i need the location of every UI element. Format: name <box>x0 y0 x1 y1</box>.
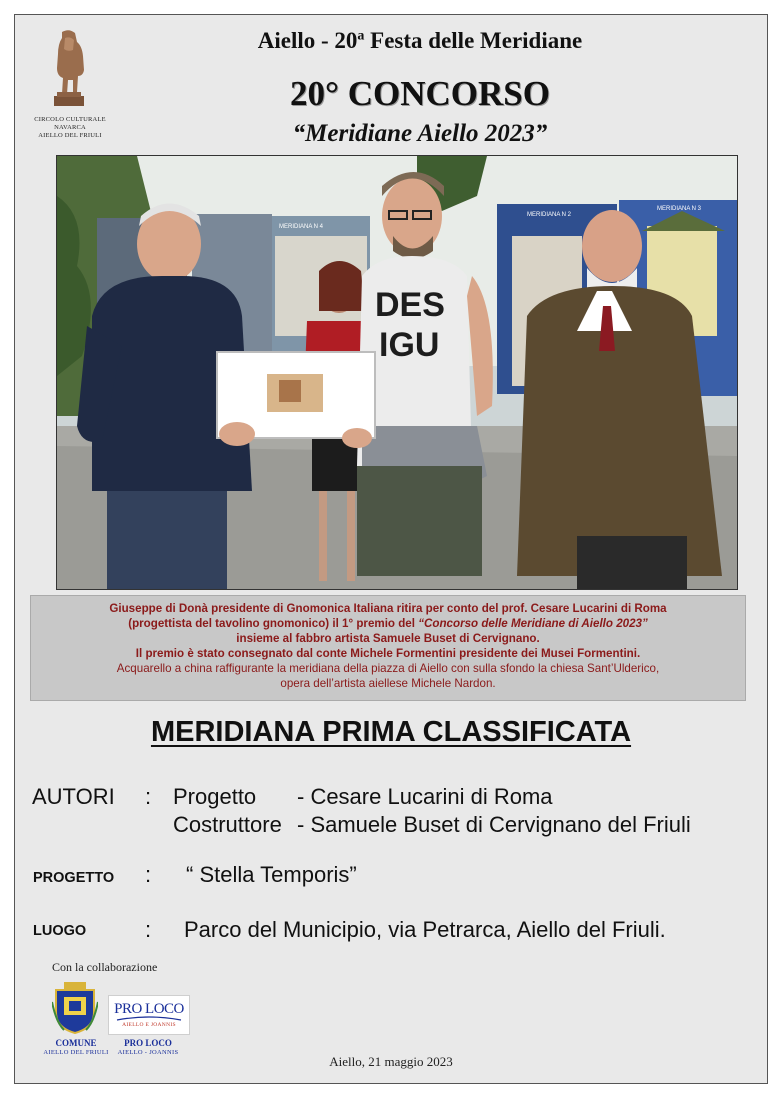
svg-text:DES: DES <box>375 286 445 324</box>
autori-separator: : <box>145 784 152 809</box>
autori-label: AUTORI <box>32 784 115 809</box>
luogo-value: Parco del Municipio, via Petrarca, Aiello del Friuli. <box>184 917 666 942</box>
caption-line-2: (progettista del tavolino gnomonico) il 1° premio del “Concorso delle Meridiane di Aiello 2023” <box>128 617 648 630</box>
progetto-separator: : <box>145 862 152 887</box>
autori-value-1: - Cesare Lucarini di Roma <box>297 784 553 809</box>
panel-label-3: MERIDIANA N 3 <box>657 206 702 212</box>
circolo-line-2: NAVARCA <box>54 124 86 131</box>
caption-line-3: insieme al fabbro artista Samuele Buset di Cervignano. <box>236 632 540 645</box>
autori-value-2: - Samuele Buset di Cervignano del Friuli <box>297 812 691 837</box>
svg-text:IGU: IGU <box>379 326 440 364</box>
main-title: MERIDIANA PRIMA CLASSIFICATA <box>150 716 632 748</box>
panel-label-1: MERIDIANA N 4 <box>279 224 324 230</box>
circolo-line-3: AIELLO DEL FRIULI <box>38 132 102 139</box>
photo-caption <box>30 595 746 701</box>
proloco-logo-subtext: AIELLO E JOANNIS <box>122 1022 176 1028</box>
progetto-value: “ Stella Temporis” <box>186 862 357 887</box>
autori-role-2: Costruttore <box>173 812 282 837</box>
contest-title: 20° CONCORSO <box>290 74 550 113</box>
proloco-logo-text: PRO LOCO <box>114 1001 184 1017</box>
contest-subtitle: “Meridiane Aiello 2023” <box>292 120 548 147</box>
collaboration-label: Con la collaborazione <box>52 960 158 974</box>
luogo-separator: : <box>145 917 152 942</box>
comune-crest-icon <box>52 982 98 1034</box>
award-photo <box>56 155 738 590</box>
circolo-caption <box>22 116 118 140</box>
caption-line-5: Acquarello a china raffigurante la meridiana della piazza di Aiello con sulla sfondo la chiesa Sant’Ulderico, <box>116 662 660 675</box>
caption-line-6: opera dell’artista aiellese Michele Nardon. <box>280 677 496 690</box>
autori-role-1: Progetto <box>173 784 257 809</box>
photo-illustration <box>57 156 737 589</box>
proloco-logo <box>108 995 190 1035</box>
luogo-label: LUOGO <box>33 923 87 939</box>
festival-title: Aiello - 20$^a$ Festa delle Meridiane <box>257 28 583 53</box>
document-date: Aiello, 21 maggio 2023 <box>329 1054 453 1069</box>
caption-line-4: Il premio è stato consegnato dal conte Michele Formentini presidente dei Musei Formentini. <box>135 647 641 660</box>
statue-logo <box>48 28 90 108</box>
circolo-line-1: CIRCOLO CULTURALE <box>34 116 106 123</box>
proloco-caption: PRO LOCO AIELLO - JOANNIS <box>117 1038 179 1056</box>
progetto-label: PROGETTO <box>33 870 115 886</box>
comune-caption: COMUNE AIELLO DEL FRIULI <box>43 1038 109 1056</box>
caption-line-1: Giuseppe di Donà presidente di Gnomonica Italiana ritira per conto del prof. Cesare Lucarini di Roma <box>109 602 667 615</box>
panel-label-2: MERIDIANA N 2 <box>527 212 572 218</box>
